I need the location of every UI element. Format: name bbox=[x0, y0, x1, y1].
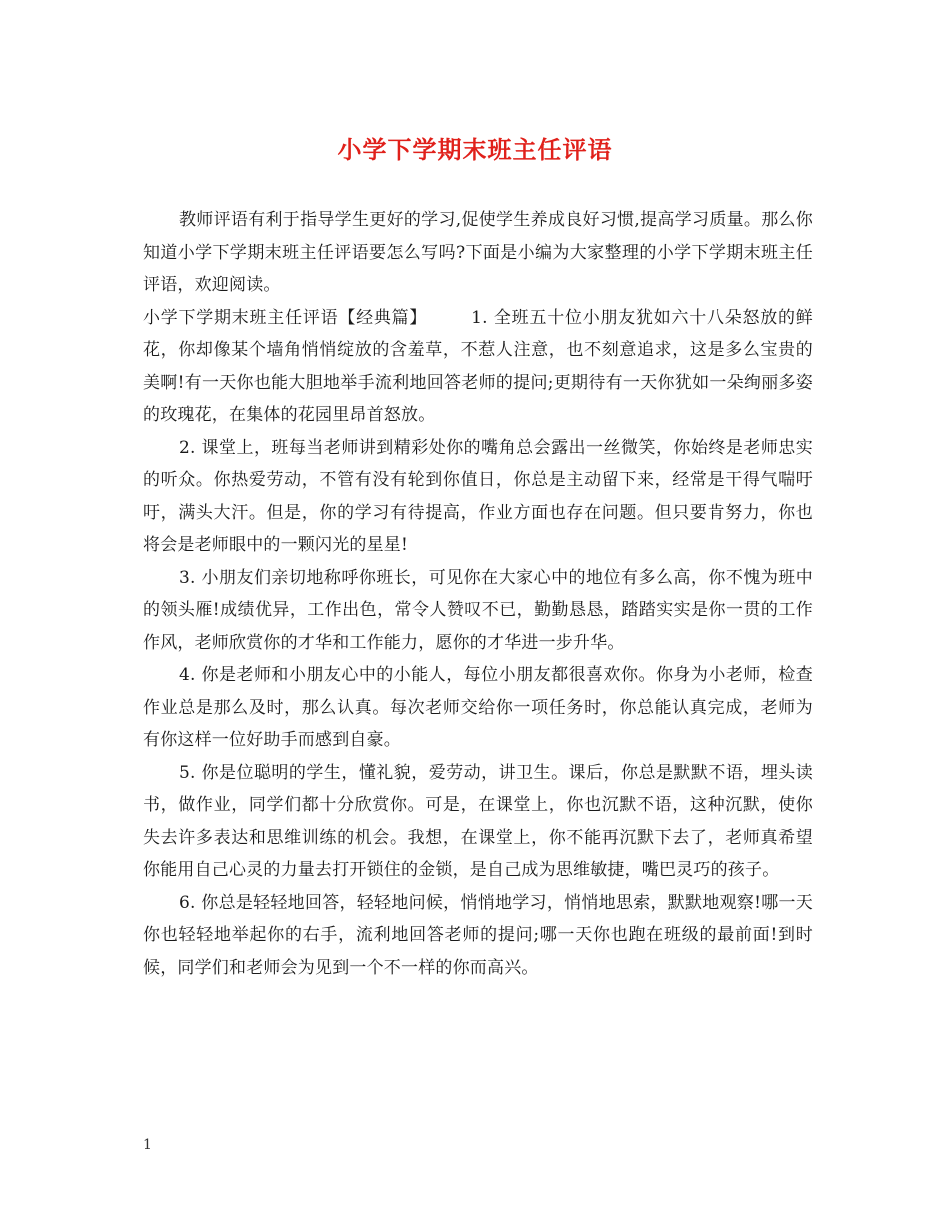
comment-3: 3. 小朋友们亲切地称呼你班长，可见你在大家心中的地位有多么高，你不愧为班中的领头雁!成绩优异，工作出色，常令人赞叹不已，勤勤恳恳，踏踏实实是你一贯的工作作风，老师欣赏你的才华和工作能力，愿你的才华进一步升华。 bbox=[143, 567, 813, 653]
intro-paragraph: 教师评语有利于指导学生更好的学习,促使学生养成良好习惯,提高学习质量。那么你知道小学下学期末班主任评语要怎么写吗?下面是小编为大家整理的小学下学期末班主任评语，欢迎阅读。 bbox=[143, 210, 813, 295]
section-heading: 小学下学期末班主任评语【经典篇】 bbox=[143, 307, 428, 328]
section-paragraph-1 bbox=[143, 302, 813, 432]
comment-4: 4. 你是老师和小朋友心中的小能人，每位小朋友都很喜欢你。你身为小老师，检查作业总是那么及时，那么认真。每次老师交给你一项任务时，你总能认真完成，老师为有你这样一位好助手而感到自豪。 bbox=[143, 665, 813, 750]
page-number: 1 bbox=[143, 1137, 152, 1153]
document-body bbox=[143, 204, 813, 984]
page-title: 小学下学期末班主任评语 bbox=[337, 136, 613, 164]
comment-6: 6. 你总是轻轻地回答，轻轻地问候，悄悄地学习，悄悄地思索，默默地观察!哪一天你也轻轻地举起你的右手，流利地回答老师的提问;哪一天你也跑在班级的最前面!到时候，同学们和老师会为见到一个不一样的你而高兴。 bbox=[143, 892, 813, 978]
comment-1-text: 1. 全班五十位小朋友犹如六十八朵怒放的鲜花，你却像某个墙角悄悄绽放的含羞草，不惹人注意，也不刻意追求，这是多么宝贵的美啊!有一天你也能大胆地举手流利地回答老师的提问;更期待有一天你犹如一朵绚丽多姿的玫瑰花，在集体的花园里昂首怒放。 bbox=[143, 307, 814, 425]
comment-5: 5. 你是位聪明的学生，懂礼貌，爱劳动，讲卫生。课后，你总是默默不语，埋头读书，做作业，同学们都十分欣赏你。可是，在课堂上，你也沉默不语，这种沉默，使你失去许多表达和思维训练的机会。我想，在课堂上，你不能再沉默下去了，老师真希望你能用自己心灵的力量去打开锁住的金锁，是自己成为思维敏捷，嘴巴灵巧的孩子。 bbox=[143, 762, 813, 880]
comment-2: 2. 课堂上，班每当老师讲到精彩处你的嘴角总会露出一丝微笑，你始终是老师忠实的听众。你热爱劳动，不管有没有轮到你值日，你总是主动留下来，经常是干得气喘吁吁，满头大汗。但是，你的学习有待提高，作业方面也存在问题。但只要肯努力，你也将会是老师眼中的一颗闪光的星星! bbox=[143, 437, 813, 555]
